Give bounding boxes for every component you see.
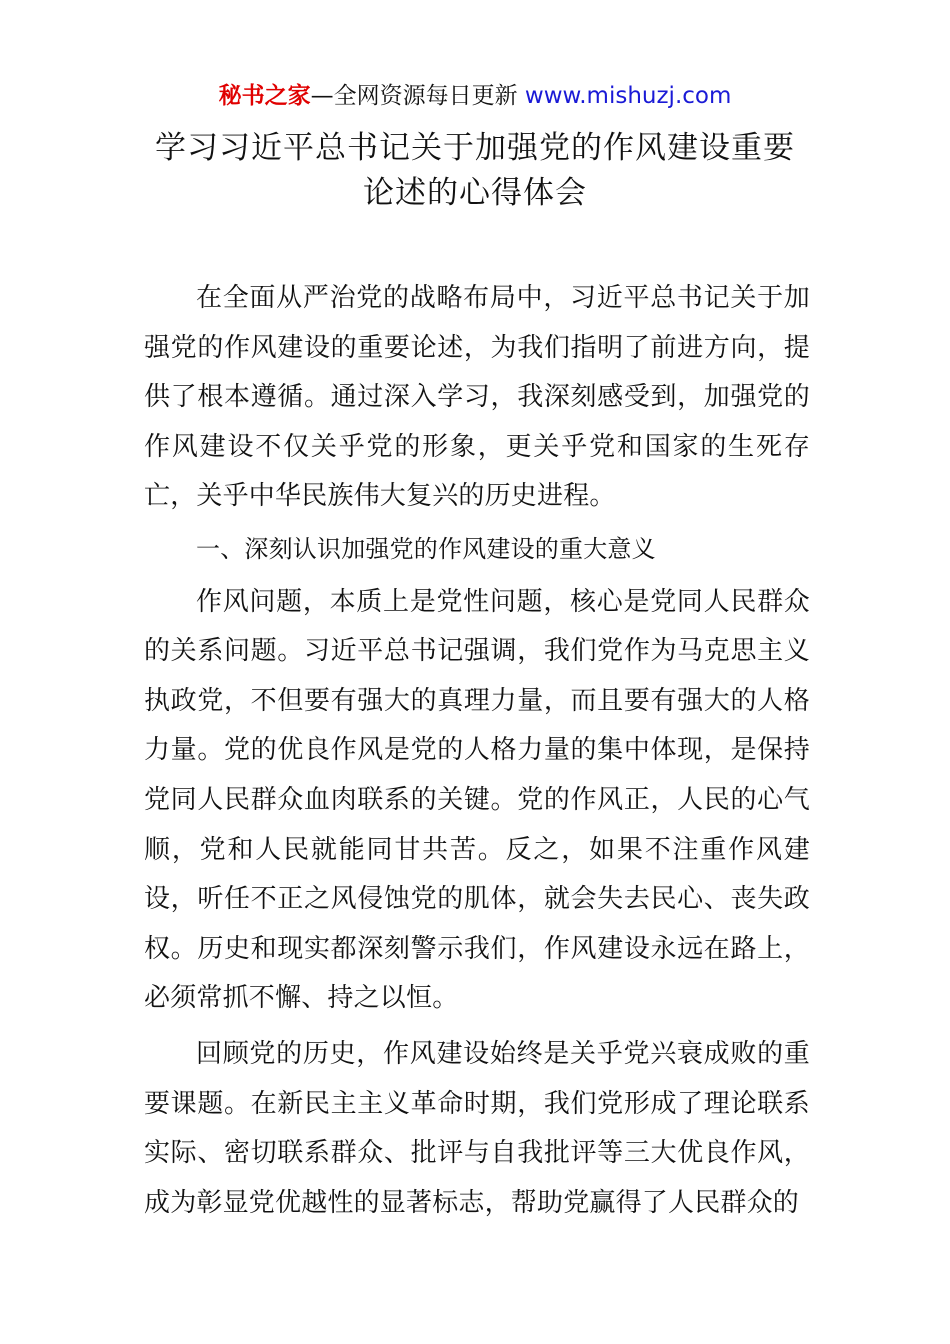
paragraph-history: 回顾党的历史，作风建设始终是关乎党兴衰成败的重要课题。在新民主主义革命时期，我们党形成了理论联系实际、密切联系群众、批评与自我批评等三大优良作风，成为彰显党优越性的显著标志，帮助党赢得了人民群众的: [144, 1038, 810, 1218]
site-name: 秘书之家: [218, 83, 311, 109]
site-header: [0, 80, 950, 112]
paragraph-style-significance: 作风问题，本质上是党性问题，核心是党同人民群众的关系问题。习近平总书记强调，我们党作为马克思主义执政党，不但要有强大的真理力量，而且要有强大的人格力量。党的优良作风是党的人格力量的集中体现，是保持党同人民群众血肉联系的关键。党的作风正，人民的心气顺，党和人民就能同甘共苦。反之，如果不注重作风建设，听任不正之风侵蚀党的肌体，就会失去民心、丧失政权。历史和现实都深刻警示我们，作风建设永远在路上，必须常抓不懈、持之以恒。: [144, 586, 810, 1014]
paragraph-intro: 在全面从严治党的战略布局中，习近平总书记关于加强党的作风建设的重要论述，为我们指明了前进方向，提供了根本遵循。通过深入学习，我深刻感受到，加强党的作风建设不仅关乎党的形象，更关乎党和国家的生死存亡，关乎中华民族伟大复兴的历史进程。: [144, 283, 810, 512]
title-line-2: 论述的心得体会: [363, 175, 587, 211]
site-url-link[interactable]: www.mishuzj.com: [524, 83, 732, 109]
document-title: [130, 126, 820, 216]
site-tagline: —全网资源每日更新: [310, 83, 525, 109]
title-line-1: 学习习近平总书记关于加强党的作风建设重要: [155, 130, 795, 166]
section-heading-1: 一、深刻认识加强党的作风建设的重大意义: [196, 534, 656, 563]
document-body: [144, 274, 810, 1228]
